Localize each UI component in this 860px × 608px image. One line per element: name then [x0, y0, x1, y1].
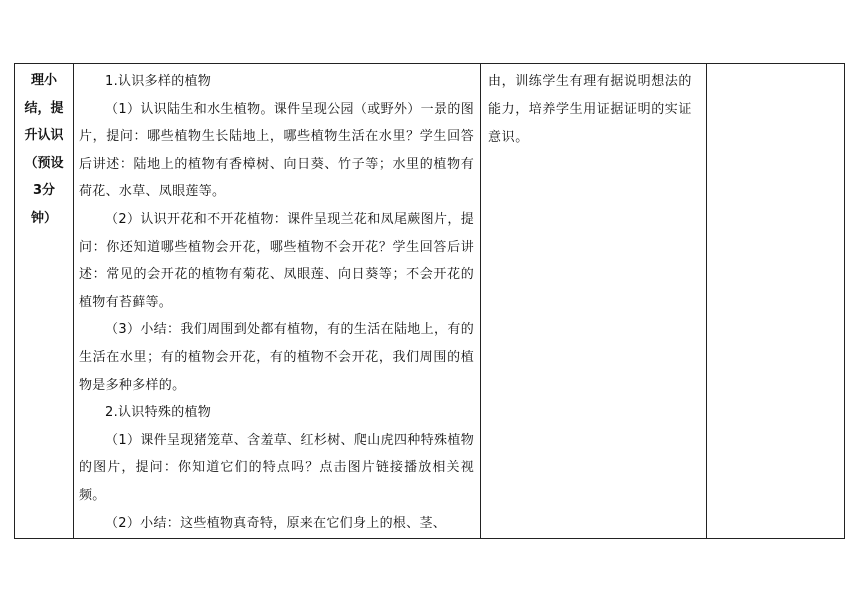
stage-line: （预设 — [24, 155, 64, 171]
intent-text: 由，训练学生有理有据说明想法的能力，培养学生用证据证明的实证意识。 — [488, 74, 693, 145]
intent-cell — [481, 64, 706, 538]
activity-cell — [74, 64, 480, 538]
section-heading: 2.认识特殊的植物 — [105, 405, 212, 421]
lesson-plan-table — [14, 63, 845, 539]
stage-line: 升认识 — [24, 128, 64, 143]
stage-line: 钟） — [30, 210, 57, 226]
activity-paragraph: （3）小结：我们周围到处都有植物，有的生活在陆地上，有的生活在水里；有的植物会开花，有的植物不会开花，我们周围的植物是多种多样的。 — [79, 322, 474, 393]
stage-line: 结，提 — [24, 100, 64, 116]
activity-paragraph: （1）课件呈现猪笼草、含羞草、红杉树、爬山虎四种特殊植物的图片，提问：你知道它们的特点吗？点击图片链接播放相关视频。 — [79, 432, 474, 503]
activity-paragraph: （1）认识陆生和水生植物。课件呈现公园（或野外）一景的图片，提问：哪些植物生长陆地上，哪些植物生活在水里？学生回答后讲述：陆地上的植物有香樟树、向日葵、竹子等；水里的植物有荷花、水草、凤眼莲等。 — [79, 101, 474, 200]
section-heading: 1.认识多样的植物 — [105, 74, 212, 89]
activity-paragraph: （2）小结：这些植物真奇特，原来在它们身上的根、茎、 — [105, 515, 447, 531]
activity-paragraph: （2）认识开花和不开花植物：课件呈现兰花和凤尾蕨图片，提问：你还知道哪些植物会开花，哪些植物不会开花？学生回答后讲述：常见的会开花的植物有菊花、凤眼莲、向日葵等；不会开花的植物有苔藓等。 — [79, 211, 474, 310]
stage-line: 3分 — [32, 183, 56, 198]
stage-cell — [15, 64, 73, 538]
stage-line: 理小 — [30, 73, 57, 88]
notes-cell — [707, 64, 844, 538]
